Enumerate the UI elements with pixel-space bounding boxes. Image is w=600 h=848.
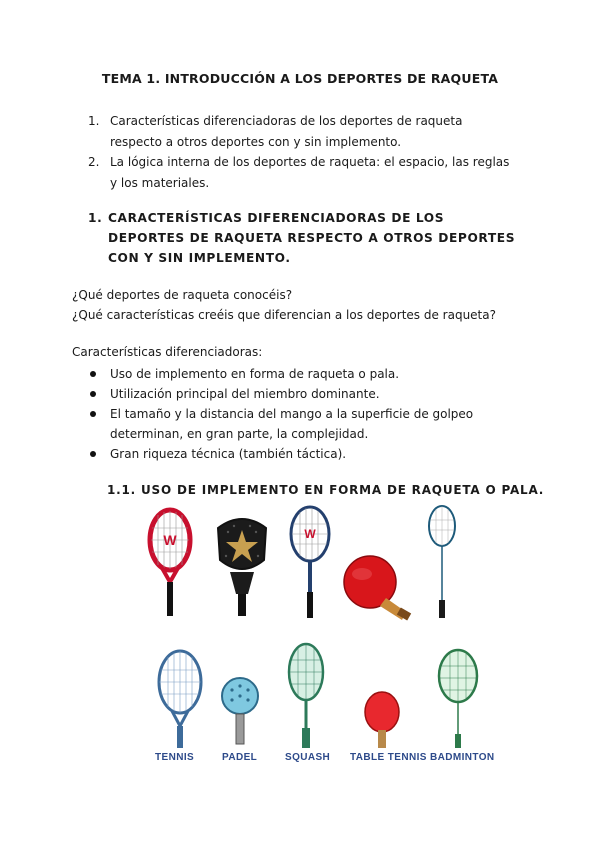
squash-racket-icon: [291, 507, 329, 618]
toc-item: [88, 111, 518, 152]
badminton-racket-sketch-icon: [439, 650, 477, 748]
feature-item: El tamaño y la distancia del mango a la superficie de golpeo determinan, en gran parte, la complejidad.: [88, 404, 520, 444]
figure-label: TABLE TENNIS: [350, 752, 427, 763]
squash-racket-sketch-icon: [289, 644, 323, 748]
figure-label: SQUASH: [285, 752, 331, 763]
padel-racket-sketch-icon: [222, 678, 258, 744]
tennis-racket-icon: [150, 510, 190, 616]
rackets-illustration: [140, 500, 500, 775]
subsection-heading: 1.1. USO DE IMPLEMENTO EN FORMA DE RAQUETA O PALA.: [107, 483, 545, 497]
toc-item-text: Características diferenciadoras de los deportes de raqueta respecto a otros deportes con y sin implemento.: [110, 114, 463, 149]
feature-item: Uso de implemento en forma de raqueta o pala.: [88, 364, 520, 384]
toc-item-text: La lógica interna de los deportes de raqueta: el espacio, las reglas y los materiales.: [110, 155, 510, 190]
feature-item: Gran riqueza técnica (también táctica).: [88, 444, 520, 464]
table-tennis-paddle-sketch-icon: [365, 692, 399, 748]
figure-label: PADEL: [222, 752, 258, 763]
figure-label: TENNIS: [155, 752, 195, 763]
question: ¿Qué características creéis que diferencian a los deportes de raqueta?: [72, 308, 496, 322]
features-list: [88, 364, 520, 464]
feature-item: Utilización principal del miembro dominante.: [88, 384, 520, 404]
svg-text:W: W: [163, 532, 177, 548]
table-of-contents: [88, 111, 518, 193]
page-title: TEMA 1. INTRODUCCIÓN A LOS DEPORTES DE RAQUETA: [101, 71, 499, 86]
section-heading: [88, 208, 518, 268]
section-heading-text: CARACTERÍSTICAS DIFERENCIADORAS DE LOS DEPORTES DE RAQUETA RESPECTO A OTROS DEPORTES CON Y SIN IMPLEMENTO.: [108, 211, 516, 265]
badminton-racket-icon: [429, 506, 455, 618]
toc-item-number: 2.: [88, 155, 100, 169]
padel-racket-icon: [218, 519, 266, 616]
toc-item: [88, 152, 518, 193]
table-tennis-paddle-icon: [344, 556, 411, 620]
tennis-racket-sketch-icon: [159, 651, 201, 748]
toc-item-number: 1.: [88, 114, 100, 128]
question: ¿Qué deportes de raqueta conocéis?: [72, 288, 293, 302]
figure-label: BADMINTON: [430, 752, 495, 763]
section-number: 1.: [88, 211, 103, 225]
svg-text:W: W: [304, 527, 316, 541]
features-heading: Características diferenciadoras:: [72, 345, 263, 359]
